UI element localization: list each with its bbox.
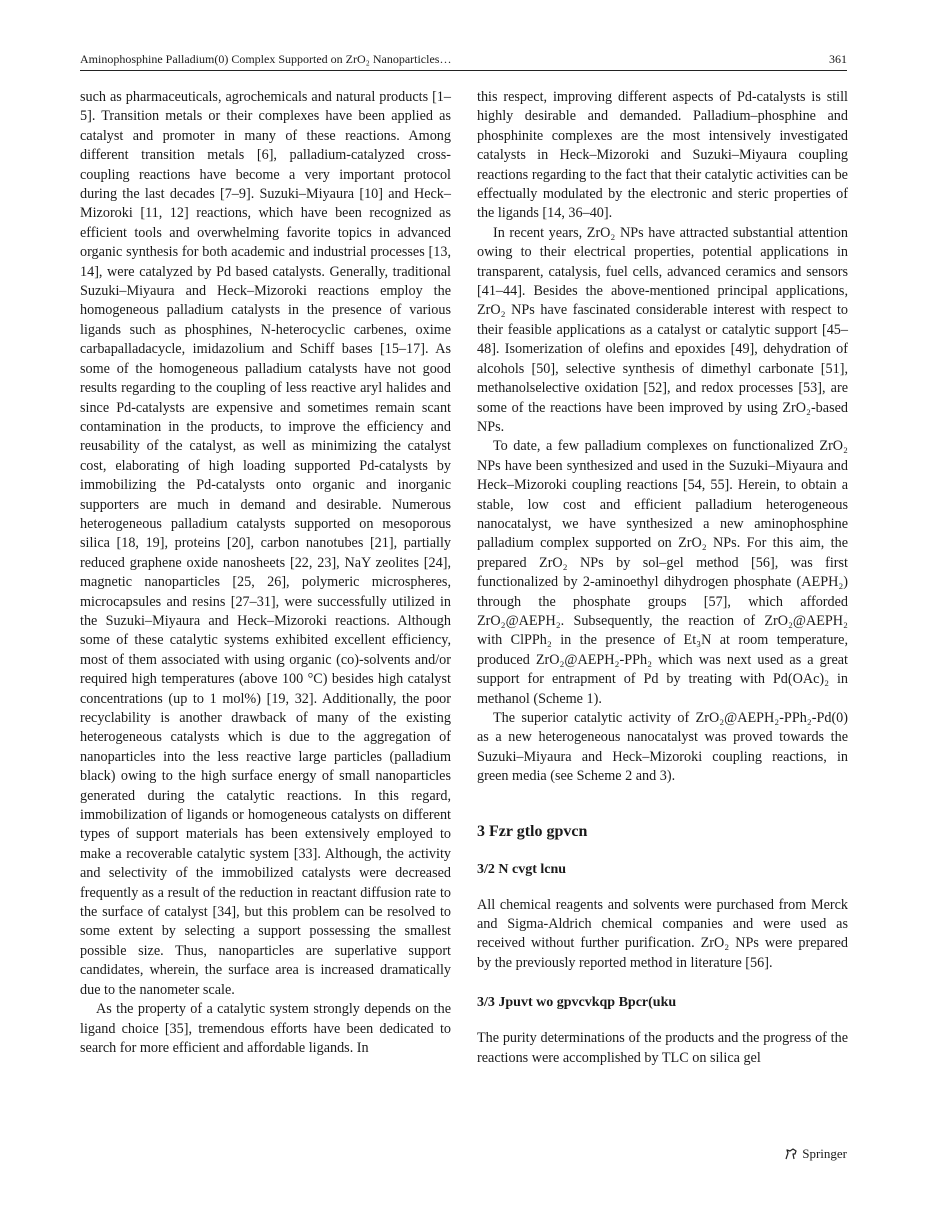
running-title: Aminophosphine Palladium(0) Complex Supported on ZrO₂ Nanoparticles… <box>80 52 452 66</box>
right-paragraph-4: The superior catalytic activity of ZrO₂@AEPH₂-PPh₂-Pd(0) as a new heterogeneous nanocatalyst was proved towards the Suzuki–Miyaura and Heck–Mizoroki coupling reactions, in green media (see Scheme 2 and 3). <box>477 710 848 785</box>
left-paragraph-1: such as pharmaceuticals, agrochemicals and natural products [1–5]. Transition metals or their complexes have been applied as catalyst and promoter in many of these reactions. Among different transition metals [6], palladium-catalyzed cross-coupling reactions have become a very important protocol during the last decades [7–9]. Suzuki–Miyaura [10] and Heck–Mizoroki [11, 12] reactions, which have been recognized as efficient tools and overwhelming favorite topics in advanced organic synthesis for both academic and industrial processes [13, 14], were catalyzed by Pd based catalysts. Generally, traditional Suzuki–Miyaura and Heck–Mizoroki reactions employ the homogeneous palladium catalysts in the presence of various ligands such as phosphines, N-heterocyclic carbenes, oxime carbapalladacycle, imidazolium and Schiff bases [15–17]. As some of the homogeneous palladium catalysts have not good results regarding to the coupling of less reactive aryl halides and since Pd-catalysts are expensive and sometimes remain scant contamination in the products, to improve the efficiency and reusability of the catalyst, as well as minimizing the catalyst cost, elaborating of high loading supported Pd-catalysts by immobilizing the Pd-catalysts onto organic and inorganic supporters are much in demand and desirable. Numerous heterogeneous palladium catalysts supported on mesoporous silica [18, 19], proteins [20], carbon nanotubes [21], partially reduced graphene oxide nanosheets [22, 23], NaY zeolites [24], magnetic nanoparticles [25, 26], polymeric microspheres, microcapsules and resins [27–31], were successfully utilized in the Suzuki–Miyaura and Heck–Mizoroki reactions. Although some of these catalytic systems exhibited excellent efficiency, most of them associated with using organic (co)-solvents and/or required high temperatures (above 100 °C) besides high catalyst concentrations (up to 1 mol%) [19, 32]. Additionally, the poor recyclability is another drawback of many of the existing heterogeneous catalysts which is due to the aggregation of nanoparticles into the less reactive large particles (palladium black) owing to the high surface energy of small nanoparticles generated during the catalytic reactions. In this regard, immobilization of ligands or homogeneous catalysts on different types of support materials has been extensively employed to make a recoverable catalytic system [33]. Although, the activity and selectivity of the immobilized catalysts were decreased frequently as a result of the reduction in reactant diffusion rate to the surface of catalyst [34], but this problem can be resolved to some extent by selecting a support possessing the smallest possible size. Thus, nanoparticles are superlative support candidates, wherein, the surface area is increased dramatically due to the nanometer scale. <box>80 89 451 998</box>
right-paragraph-3: To date, a few palladium complexes on functionalized ZrO₂ NPs have been synthesized and used in the Suzuki–Miyaura and Heck–Mizoroki coupling reactions [54, 55]. Herein, to obtain a stable, low cost and efficient palladium heterogeneous nanocatalyst, we have synthesized a new aminophosphine palladium complex supported on ZrO₂ NPs. For this aim, the prepared ZrO₂ NPs by sol–gel method [56], was first functionalized by 2-aminoethyl dihydrogen phosphate (AEPH₂) through the phosphate groups [57], which afforded ZrO₂@AEPH₂. Subsequently, the reaction of ZrO₂@AEPH₂ with ClPPh₂ in the presence of Et₃N at room temperature, produced ZrO₂@AEPH₂-PPh₂ which was next used as a great support for entrapment of Pd by treating with Pd(OAc)₂ in methanol (Scheme 1). <box>477 438 848 707</box>
right-column <box>477 88 848 1068</box>
right-paragraph-6: The purity determinations of the products and the progress of the reactions were accomplished by TLC on silica gel <box>477 1030 848 1066</box>
publisher-name: Springer <box>802 1146 847 1161</box>
publisher-footer <box>784 1145 847 1163</box>
left-paragraph-2: As the property of a catalytic system strongly depends on the ligand choice [35], tremendous efforts have been dedicated to search for more efficient and affordable ligands. In <box>80 1001 451 1056</box>
section-heading: 3 Fzr gtlo gpvcn <box>477 822 588 840</box>
header-rule <box>80 70 847 71</box>
subsection-heading-2: 3/3 Jpuvt wo gpvcvkqp Bpcr(uku <box>477 995 677 1011</box>
right-paragraph-1: this respect, improving different aspects of Pd-catalysts is still highly desirable and demanded. Palladium–phosphine and phosphinite complexes are the most intensively investigated catalysts in Heck–Mizoroki and Suzuki–Miyaura coupling reactions regarding to the fact that their catalytic activities can be effectually modulated by the electronic and steric properties of the ligands [14, 36–40]. <box>477 89 848 222</box>
left-column <box>80 88 451 1058</box>
right-paragraph-5: All chemical reagents and solvents were purchased from Merck and Sigma-Aldrich chemical companies and were used as received without further purification. ZrO₂ NPs were prepared by the previously reported method in literature [56]. <box>477 896 848 971</box>
right-paragraph-2: In recent years, ZrO₂ NPs have attracted substantial attention owing to their electrical properties, potential applications in transparent, catalysis, fuel cells, advanced ceramics and sensors [41–44]. Besides the above-mentioned principal applications, ZrO₂ NPs have fascinated considerable interest with respect to their feasible applications as a catalyst or catalytic support [45–48]. Isomerization of olefins and epoxides [49], dehydration of alcohols [50], selective synthesis of dimethyl carbonate [51], methanolselective oxidation [52], and redox processes [53], are some of the reactions have been improved by using ZrO₂-based NPs. <box>477 224 848 435</box>
page-number: 361 <box>829 52 847 66</box>
subsection-heading-1: 3/2 N cvgt lcnu <box>477 861 567 877</box>
springer-horse-icon <box>784 1147 798 1161</box>
running-header <box>80 50 847 70</box>
